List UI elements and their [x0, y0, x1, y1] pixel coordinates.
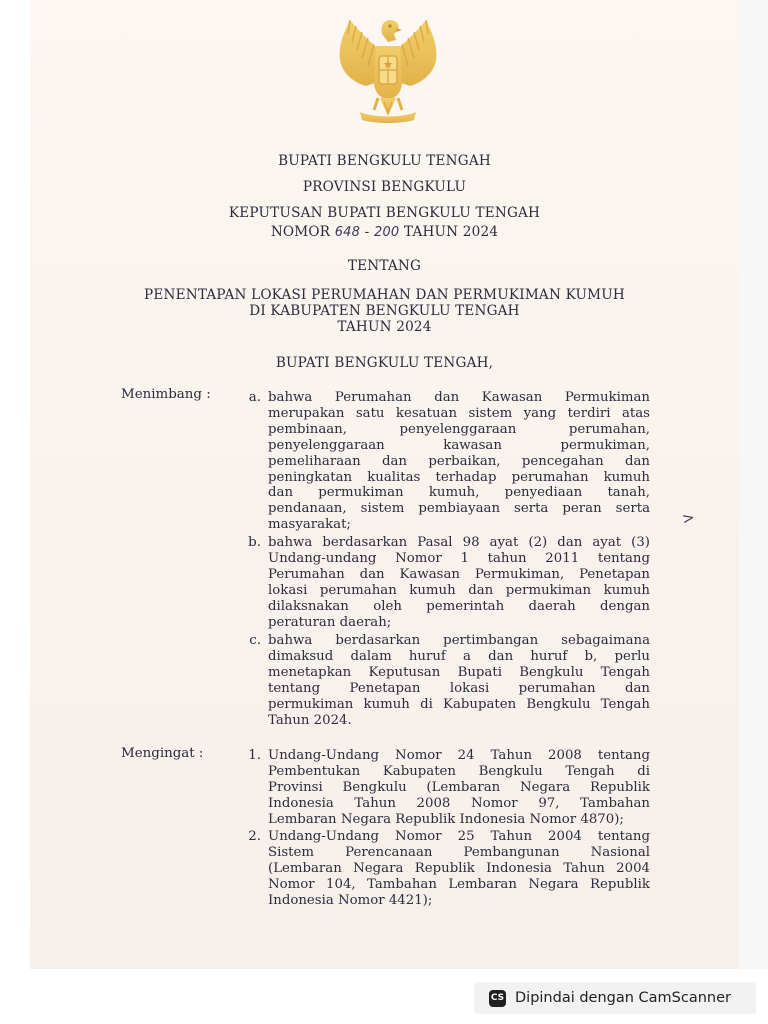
list-item-line: Perumahan dan Kawasan Permukiman, Penetapan [268, 566, 650, 582]
title-line-3: TAHUN 2024 [337, 319, 432, 335]
margin-mark: > [680, 508, 697, 528]
list-item-line: Undang-Undang Nomor 25 Tahun 2004 tentang [268, 829, 650, 844]
list-item-line: dilaksnakan oleh pemerintah daerah dengan [268, 598, 650, 614]
mengingat-marker-2: 2. [248, 829, 261, 844]
menimbang-item-b [268, 535, 650, 630]
menimbang-label: Menimbang : [121, 387, 211, 402]
list-item-line: pembinaan, penyelenggaraan perumahan, [268, 421, 650, 437]
list-item-line: pemeliharaan dan perbaikan, pencegahan dan [268, 453, 650, 469]
list-item-line: Pembentukan Kabupaten Bengkulu Tengah di [268, 763, 650, 779]
camscanner-text: Dipindai dengan CamScanner [515, 990, 732, 1006]
title-line-2: DI KABUPATEN BENGKULU TENGAH [249, 303, 520, 319]
menimbang-item-c [268, 633, 650, 728]
mengingat-item-2 [268, 829, 650, 909]
list-item-line: peningkatan kualitas terhadap perumahan kumuh [268, 469, 650, 485]
nomor-prefix: NOMOR [270, 224, 331, 240]
list-item-line: bahwa Perumahan dan Kawasan Permukiman [268, 390, 650, 405]
list-item-line: menetapkan Keputusan Bupati Bengkulu Tengah [268, 664, 650, 680]
page-edge [739, 0, 768, 969]
list-item-line: Undang-Undang Nomor 24 Tahun 2008 tentang [268, 748, 650, 763]
nomor-suffix: TAHUN 2024 [403, 224, 499, 240]
mengingat-item-1 [268, 748, 650, 828]
menimbang-item-a [268, 390, 650, 533]
list-item-line: (Lembaran Negara Republik Indonesia Tahun 2004 [268, 860, 650, 876]
nomor-handwritten-1: 648 [334, 225, 361, 240]
camscanner-logo-icon: CS [489, 990, 506, 1007]
header-nomor [30, 224, 739, 240]
menimbang-marker-a: a. [248, 390, 261, 405]
list-item-line: bahwa berdasarkan Pasal 98 ayat (2) dan ayat (3) [268, 535, 650, 550]
mengingat-marker-1: 1. [248, 748, 261, 763]
list-item-line: Indonesia Nomor 4421); [268, 892, 433, 908]
list-item-line: penyelenggaraan kawasan permukiman, [268, 437, 650, 453]
list-item-line: dan permukiman kumuh, penyediaan tanah, [268, 485, 650, 501]
garuda-emblem-icon [330, 12, 446, 124]
list-item-line: peraturan daerah; [268, 614, 392, 630]
mengingat-label: Mengingat : [121, 746, 204, 761]
nomor-separator: - [364, 224, 370, 240]
list-item-line: Nomor 104, Tambahan Lembaran Negara Republik [268, 876, 650, 892]
list-item-line: dimaksud dalam huruf a dan huruf b, perlu [268, 648, 650, 664]
bupati-heading: BUPATI BENGKULU TENGAH, [275, 355, 494, 371]
list-item-line: bahwa berdasarkan pertimbangan sebagaimana [268, 633, 650, 648]
list-item-line: lokasi perumahan kumuh dan permukiman kumuh [268, 582, 650, 598]
header-bupati: BUPATI BENGKULU TENGAH [278, 153, 491, 169]
nomor-handwritten-2: 200 [373, 225, 400, 240]
list-item-line: Lembaran Negara Republik Indonesia Nomor 4870); [268, 811, 624, 827]
list-item-line: masyarakat; [268, 517, 351, 533]
list-item-line: Sistem Perencanaan Pembangunan Nasional [268, 844, 650, 860]
list-item-line: Undang-undang Nomor 1 tahun 2011 tentang [268, 550, 650, 566]
list-item-line: Indonesia Tahun 2008 Nomor 97, Tambahan [268, 795, 650, 811]
menimbang-marker-b: b. [248, 535, 261, 550]
list-item-line: tentang Penetapan lokasi perumahan dan [268, 680, 650, 696]
list-item-line: Tahun 2024. [268, 712, 352, 728]
header-provinsi: PROVINSI BENGKULU [302, 179, 467, 195]
header-keputusan: KEPUTUSAN BUPATI BENGKULU TENGAH [228, 205, 541, 221]
title-line-1: PENENTAPAN LOKASI PERUMAHAN DAN PERMUKIMAN KUMUH [144, 287, 625, 303]
list-item-line: merupakan satu kesatuan sistem yang terdiri atas [268, 405, 650, 421]
list-item-line: pendanaan, sistem pembiayaan serta peran serta [268, 501, 650, 517]
menimbang-marker-c: c. [249, 633, 261, 648]
camscanner-badge [474, 982, 756, 1014]
list-item-line: permukiman kumuh di Kabupaten Bengkulu Tengah [268, 696, 650, 712]
list-item-line: Provinsi Bengkulu (Lembaran Negara Republik [268, 779, 650, 795]
tentang-heading: TENTANG [347, 258, 422, 274]
